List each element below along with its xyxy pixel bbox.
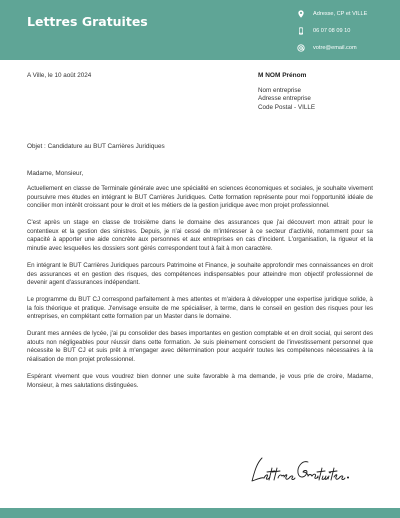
recipient-name: M NOM Prénom <box>258 72 307 79</box>
at-sign-icon <box>296 43 306 53</box>
letter-greeting: Madame, Monsieur, <box>27 170 84 177</box>
paragraph-3: En intégrant le BUT Carrières Juridiques parcours Patrimoine et Finance, je souhaite approfondir mes connaissances en droit des assurances et en gestion des risques, des compétences indispensables pour atteindre mon objectif professionnel de devenir agent d'assurances indépendant. <box>27 261 373 287</box>
signature-drawing <box>248 454 358 486</box>
contact-email <box>296 40 396 56</box>
recipient-address: Adresse entreprise <box>258 95 311 103</box>
header-banner <box>0 0 400 60</box>
paragraph-5: Durant mes années de lycée, j'ai pu consolider des bases importantes en gestion comptable et en droit social, qui seront des atouts non négligeables pour réussir dans cette formation. Je suis pleinement conscient de l'investissement personnel que nécessite le BUT CJ et suis prêt à m'engager avec détermination pour acquérir toutes les compétences nécessaires à la réalisation de mon projet professionnel. <box>27 330 373 364</box>
footer-band <box>0 508 400 518</box>
contact-phone <box>296 23 396 39</box>
recipient-company: Nom entreprise <box>258 87 302 94</box>
paragraph-1: Actuellement en classe de Terminale générale avec une spécialité en sciences économiques et sociales, je souhaite vivement poursuivre mes études en intégrant le BUT Carrières Juridiques. Cette formation représente pour moi l'opportunité idéale de concilier mon intérêt croissant pour le droit et les métiers de la gestion juridique avec mon projet professionnel. <box>27 185 373 210</box>
contact-block <box>296 6 396 56</box>
contact-address <box>296 6 396 22</box>
handwritten-signature <box>248 454 358 486</box>
paragraph-4: Le programme du BUT CJ correspond parfaitement à mes attentes et m'aidera à développer une expertise juridique solide, à la fois théorique et pratique. J'envisage ensuite de me spécialiser, à terme, dans le conseil en gestion des risques pour les entreprises, en complétant cette formation par un Master dans le domaine. <box>27 296 373 321</box>
recipient-block <box>258 72 388 112</box>
brand-title: Lettres Gratuites <box>27 14 148 29</box>
contact-email-text: votre@email.com <box>313 45 357 51</box>
contact-address-text: Adresse, CP et VILLE <box>313 11 368 17</box>
letter-subject: Objet : Candidature au BUT Carrières Juridiques <box>27 143 165 150</box>
phone-icon <box>296 26 306 36</box>
paragraph-6: Espérant vivement que vous voudrez bien donner une suite favorable à ma demande, je vous prie de croire, Madame, Monsieur, à mes salutations distinguées. <box>27 373 373 389</box>
contact-phone-text: 06 07 08 09 10 <box>313 28 351 34</box>
paragraph-2: C'est après un stage en classe de troisième dans le domaine des assurances que j'ai découvert mon attrait pour le contentieux et la gestion des sinistres. Depuis, je n'ai cessé de m'intéresser à ce secteur d'activité, notamment pour sa capacité à apporter une aide concrète aux personnes et aux entreprises en cas d'incident. L'organisation, la rigueur et la minutie avec lesquelles les dossiers sont gérés correspondent tout à fait à mon caractère. <box>27 219 373 252</box>
recipient-postal-city: Code Postal - VILLE <box>258 103 316 111</box>
location-pin-icon <box>296 9 306 19</box>
letter-body <box>27 185 373 399</box>
letter-date: A Ville, le 10 août 2024 <box>27 72 92 79</box>
